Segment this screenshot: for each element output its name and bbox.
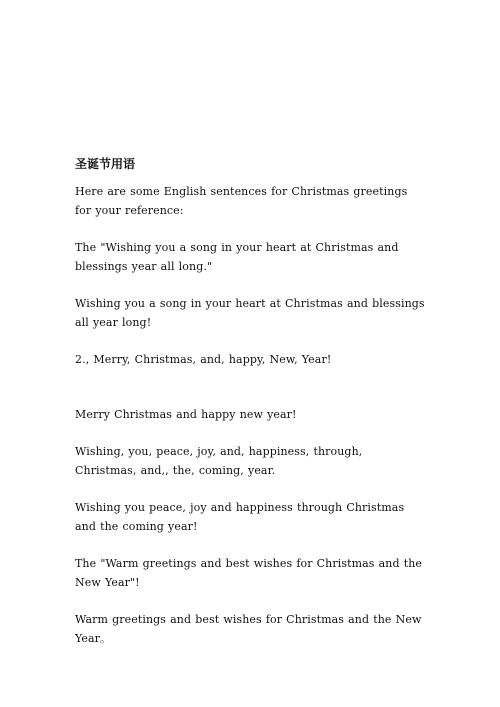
paragraph-spacer <box>75 332 425 350</box>
paragraph-intro: Here are some English sentences for Christmas greetings for your reference: <box>75 185 408 217</box>
paragraph-spacer <box>75 592 425 610</box>
document-title: 圣诞节用语 <box>75 157 136 171</box>
paragraph-merry-christmas: Merry Christmas and happy new year! <box>75 408 297 421</box>
paragraph-spacer <box>75 536 425 554</box>
paragraph-wish-1: Wishing you a song in your heart at Christmas and blessings all year long! <box>75 297 425 329</box>
paragraph-spacer <box>75 369 425 405</box>
paragraph-quote-1: The "Wishing you a song in your heart at Christmas and blessings year all long." <box>75 241 399 273</box>
paragraph-numbered-2: 2., Merry, Christmas, and, happy, New, Year! <box>75 353 332 366</box>
paragraph-warm-greetings: Warm greetings and best wishes for Christmas and the New Year。 <box>75 613 422 645</box>
paragraph-quote-2: The "Warm greetings and best wishes for Christmas and the New Year"! <box>75 557 423 589</box>
paragraph-wish-list: Wishing, you, peace, joy, and, happiness, through, Christmas, and,, the, coming, year. <box>75 445 363 477</box>
document-body <box>75 157 425 648</box>
paragraph-spacer <box>75 424 425 442</box>
paragraph-spacer <box>75 480 425 498</box>
paragraph-spacer <box>75 220 425 238</box>
paragraph-wish-peace: Wishing you peace, joy and happiness through Christmas and the coming year! <box>75 501 405 533</box>
paragraph-spacer <box>75 276 425 294</box>
